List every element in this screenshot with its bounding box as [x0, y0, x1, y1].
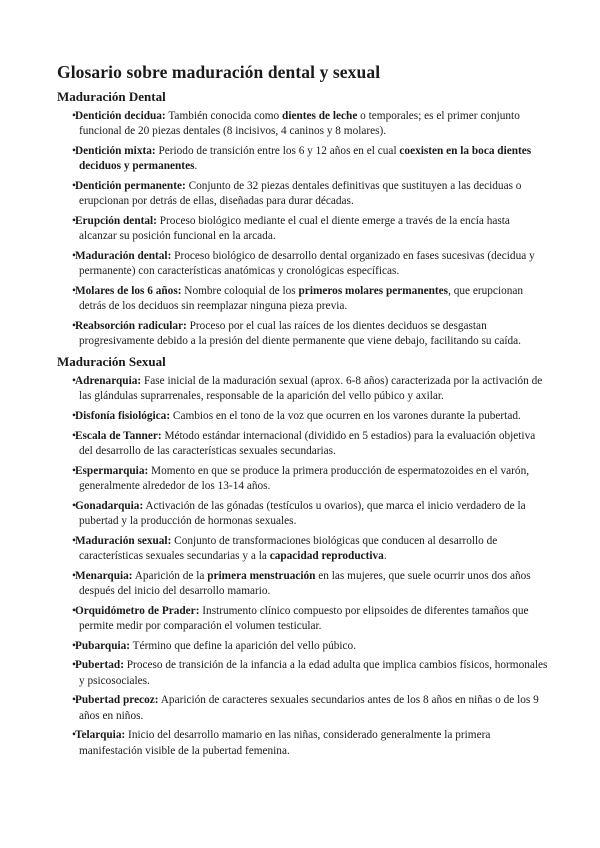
- bullet-icon: •: [72, 110, 76, 122]
- definition-text: Aparición de la: [132, 569, 208, 582]
- bullet-icon: •: [72, 464, 76, 477]
- bullet-icon: •: [72, 285, 76, 297]
- definition-text: Momento en que se produce la primera producción de espermatozoides en el varón, generalmente alrededor de los 13-14 años.: [79, 464, 530, 492]
- definition-text: También conocida como: [165, 110, 283, 122]
- glossary-term: Orquidómetro de Prader:: [75, 604, 200, 617]
- page-title: Glosario sobre maduración dental y sexual: [57, 62, 381, 82]
- glossary-term: Molares de los 6 años:: [75, 285, 182, 297]
- bullet-icon: •: [72, 639, 76, 652]
- bullet-icon: •: [72, 569, 76, 582]
- bullet-icon: •: [72, 145, 76, 157]
- emphasis-text: capacidad reproductiva: [269, 550, 384, 562]
- bullet-icon: •: [72, 410, 76, 422]
- bullet-icon: •: [72, 429, 76, 442]
- glossary-term: Reabsorción radicular:: [75, 320, 187, 332]
- definition-text: Inicio del desarrollo mamario en las niñas, considerado generalmente la primera manifestación visible de la pubertad femenina.: [79, 729, 491, 757]
- definition-text: Instrumento clínico compuesto por elipsoides de diferentes tamaños que permite medir por comparación el volumen testicular.: [79, 604, 529, 632]
- glossary-entry: [57, 534, 548, 565]
- definition-text: Proceso por el cual las raíces de los dientes deciduos se desgastan progresivamente debido a la presión del diente permanente que viene debajo, facilitando su caída.: [79, 320, 521, 348]
- glossary-term: Maduración dental:: [75, 250, 172, 262]
- section-heading: Maduración Dental: [57, 89, 166, 104]
- glossary-entry: [57, 728, 548, 759]
- glossary-entry: [57, 658, 548, 689]
- definition-text: Fase inicial de la maduración sexual (aprox. 6-8 años) caracterizada por la activación de las glándulas suprarrenales, responsable de la aparición del vello púbico y axilar.: [79, 375, 543, 403]
- definition-text: .: [194, 160, 198, 173]
- bullet-icon: •: [72, 729, 76, 742]
- definition-text: Nombre coloquial de los: [181, 285, 299, 297]
- section-heading: Maduración Sexual: [57, 354, 166, 369]
- glossary-term: Pubertad:: [75, 659, 124, 672]
- glossary-entry: [57, 429, 548, 460]
- glossary-entry: [57, 179, 548, 210]
- bullet-icon: •: [72, 375, 76, 387]
- glossary-entry: [57, 319, 548, 350]
- glossary-entry: [57, 144, 548, 175]
- glossary-term: Escala de Tanner:: [75, 429, 162, 442]
- glossary-entry: [57, 214, 548, 245]
- emphasis-text: primera menstruación: [207, 569, 316, 582]
- definition-text: o temporales; es el primer conjunto funcional de 20 piezas dentales (8 incisivos, 4 caninos y 8 molares).: [79, 110, 520, 138]
- definition-text: Término que define la aparición del vello púbico.: [130, 639, 357, 652]
- glossary-entry: [57, 374, 548, 405]
- glossary-term: Pubarquia:: [75, 639, 131, 652]
- definition-text: Proceso de transición de la infancia a la edad adulta que implica cambios físicos, hormonales y psicosociales.: [79, 659, 548, 687]
- glossary-entry: [57, 499, 548, 530]
- glossary-term: Dentición mixta:: [75, 145, 156, 157]
- glossary-term: Espermarquia:: [75, 464, 149, 477]
- definition-text: Aparición de caracteres sexuales secundarios antes de los 8 años en niñas o de los 9 años en niños.: [79, 694, 539, 722]
- glossary-term: Telarquia:: [75, 729, 126, 742]
- definition-text: Cambios en el tono de la voz que ocurren en los varones durante la pubertad.: [170, 410, 521, 422]
- glossary-term: Gonadarquia:: [75, 499, 144, 512]
- glossary-term: Maduración sexual:: [75, 534, 172, 547]
- glossary-term: Menarquia:: [75, 569, 133, 582]
- glossary-sections: [57, 89, 548, 759]
- bullet-icon: •: [72, 180, 76, 192]
- definition-text: Activación de las gónadas (testículos u ovarios), que marca el inicio verdadero de la pubertad y la producción de hormonas sexuales.: [79, 499, 526, 527]
- definition-text: Conjunto de transformaciones biológicas que conducen al desarrollo de características sexuales secundarias y a la: [79, 534, 498, 562]
- glossary-list: [57, 109, 548, 350]
- glossary-term: Dentición permanente:: [75, 180, 186, 192]
- bullet-icon: •: [72, 499, 76, 512]
- definition-text: Método estándar internacional (dividido en 5 estadios) para la evaluación objetiva del desarrollo de las características sexuales secundarias.: [79, 429, 536, 457]
- definition-text: Periodo de transición entre los 6 y 12 años en el cual: [155, 145, 400, 157]
- glossary-entry: [57, 569, 548, 600]
- glossary-entry: [57, 604, 548, 635]
- bullet-icon: •: [72, 534, 76, 547]
- glossary-entry: [57, 249, 548, 280]
- emphasis-text: primeros molares permanentes: [298, 285, 449, 297]
- definition-text: .: [383, 550, 387, 562]
- definition-text: , que erupcionan detrás de los deciduos sin reemplazar ninguna pieza previa.: [79, 285, 524, 313]
- emphasis-text: coexisten en la boca dientes deciduos y permanentes: [79, 145, 532, 173]
- glossary-list: [57, 374, 548, 759]
- glossary-term: Erupción dental:: [75, 215, 157, 227]
- glossary-entry: [57, 639, 548, 654]
- definition-text: Conjunto de 32 piezas dentales definitivas que sustituyen a las deciduas o erupcionan por detrás de ellas, diseñadas para durar décadas.: [79, 180, 522, 208]
- glossary-entry: [57, 109, 548, 140]
- glossary-term: Disfonía fisiológica:: [75, 410, 171, 422]
- emphasis-text: dientes de leche: [282, 110, 358, 122]
- definition-text: Proceso biológico mediante el cual el diente emerge a través de la encía hasta alcanzar su posición funcional en la arcada.: [79, 215, 510, 243]
- bullet-icon: •: [72, 215, 76, 227]
- glossary-term: Pubertad precoz:: [75, 694, 159, 707]
- glossary-entry: [57, 284, 548, 315]
- definition-text: Proceso biológico de desarrollo dental organizado en fases sucesivas (decidua y permanente) con características anatómicas y cronológicas específicas.: [79, 250, 535, 278]
- glossary-term: Adrenarquia:: [75, 375, 142, 387]
- glossary-entry: [57, 464, 548, 495]
- bullet-icon: •: [72, 604, 76, 617]
- glossary-entry: [57, 693, 548, 724]
- bullet-icon: •: [72, 320, 76, 332]
- bullet-icon: •: [72, 250, 76, 262]
- glossary-term: Dentición decidua:: [75, 110, 166, 122]
- glossary-entry: [57, 409, 548, 424]
- bullet-icon: •: [72, 694, 76, 707]
- definition-text: en las mujeres, que suele ocurrir unos dos años después del inicio del desarrollo mamario.: [79, 569, 531, 597]
- bullet-icon: •: [72, 659, 76, 672]
